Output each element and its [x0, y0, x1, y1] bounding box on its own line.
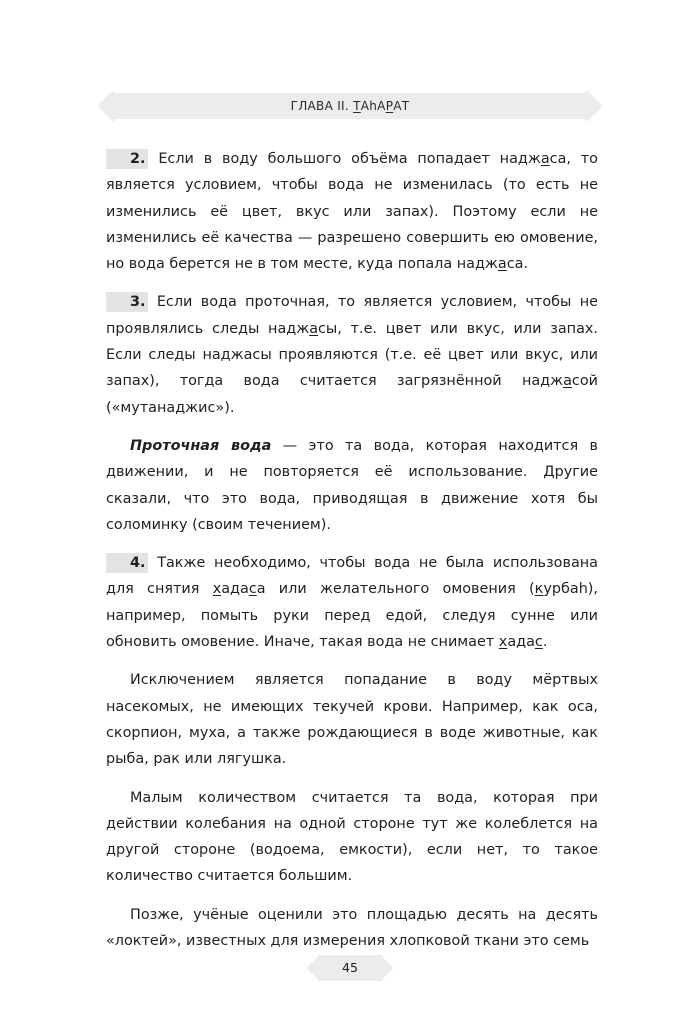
page-footer: [318, 955, 382, 981]
page-number: 45: [342, 960, 358, 975]
definition-paragraph: Проточная вода — это та вода, которая находится в движении, и не повторяется её использование. Другие сказали, что это вода, приводящая в движение хотя бы соломинку (своим течением).: [106, 437, 598, 533]
item-number: 4.: [106, 553, 148, 573]
body-text: [106, 146, 598, 954]
paragraph-3: 3. Если вода проточная, то является условием, чтобы не проявлялись следы наджасы, т.е. цвет или вкус, или запах. Если следы наджасы проявляются (т.е. её цвет или вкус, или запах), тогда вода считается загрязнённой наджасой («мутанаджис»).: [106, 294, 598, 416]
paragraph-4: 4. Также необходимо, чтобы вода не была использована для снятия хадаса или желательного омовения (курбаh), например, помыть руки перед едой, следуя сунне или обновить омовение. Иначе, такая вода не снимает хадас.: [106, 555, 598, 651]
item-number: 2.: [106, 149, 148, 169]
paragraph-2: 2. Если в воду большого объёма попадает наджаса, то является условием, чтобы вода не изменилась (то есть не изменились её цвет, вкус или запах). Поэтому если не изменились её качества — разрешено совершить ею омовение, но вода берется не в том месте, куда попала наджаса.: [106, 151, 598, 273]
running-header: [112, 93, 588, 119]
small-quantity-paragraph: Малым количеством считается та вода, которая при действии колебания на одной стороне тут же колеблется на другой стороне (водоема, емкости), если нет, то такое количество считается большим.: [106, 789, 598, 885]
exception-paragraph: Исключением является попадание в воду мёртвых насекомых, не имеющих текучей крови. Например, как оса, скорпион, муха, а также рождающиеся в воде животные, как рыба, рак или лягушка.: [106, 672, 598, 768]
later-scholars-paragraph: Позже, учёные оценили это площадью десять на десять «локтей», известных для измерения хлопковой ткани это семь: [106, 906, 598, 950]
chapter-title: ГЛАВА II. ТАhАРАТ: [290, 99, 410, 113]
defined-term: Проточная вода: [130, 437, 272, 454]
item-number: 3.: [106, 292, 148, 312]
